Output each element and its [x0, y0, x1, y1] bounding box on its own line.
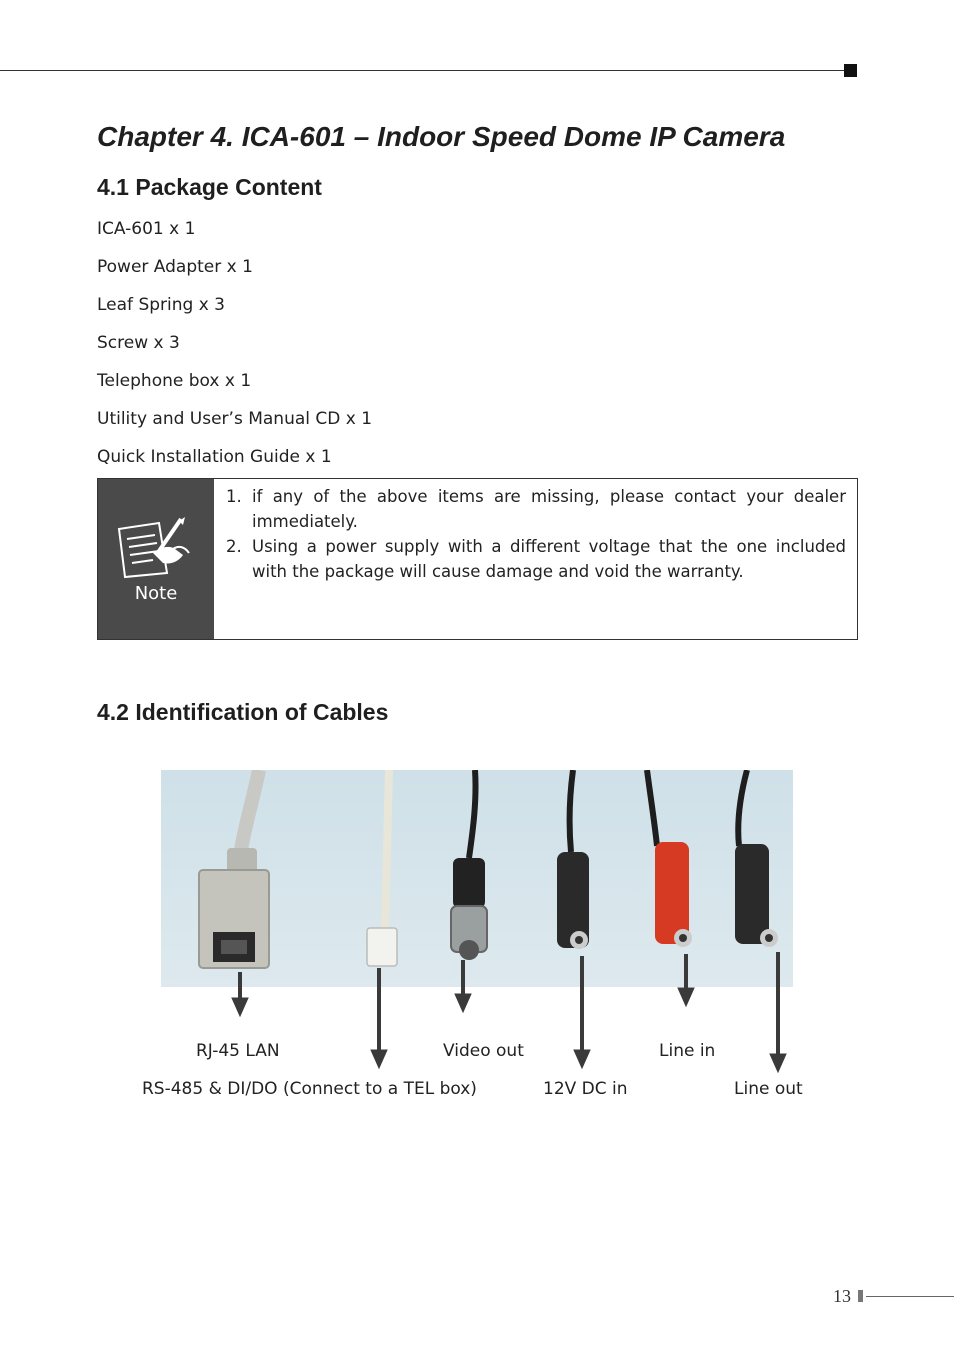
list-item: Leaf Spring x 3 [97, 295, 225, 315]
list-item: Telephone box x 1 [97, 371, 252, 391]
arrow-line-out-head [770, 1054, 786, 1072]
section-title-package-content: 4.1 Package Content [97, 174, 322, 200]
label-line-in: Line in [659, 1041, 716, 1061]
note-item-text: Using a power supply with a different voltage that the one included with the package will cause damage and void the warranty. [252, 537, 846, 581]
note-label: Note [134, 583, 178, 604]
arrow-video-out-head [455, 994, 471, 1012]
arrow-rs485-head [371, 1050, 387, 1068]
arrow-line-in-head [678, 988, 694, 1006]
list-item: ICA-601 x 1 [97, 219, 196, 239]
list-item: Utility and User’s Manual CD x 1 [97, 409, 373, 429]
list-item: Screw x 3 [97, 333, 180, 353]
footer-rule [866, 1296, 954, 1297]
chapter-title: Chapter 4. ICA-601 – Indoor Speed Dome IP Camera [97, 121, 786, 152]
arrow-dc-in-head [574, 1050, 590, 1068]
note-item-number: 1. [226, 487, 242, 506]
page-number: 13 [833, 1286, 851, 1306]
label-rs485: RS-485 & DI/DO (Connect to a TEL box) [142, 1079, 477, 1099]
note-item-text: if any of the above items are missing, please contact your dealer immediately. [252, 487, 846, 531]
label-video-out: Video out [443, 1041, 524, 1061]
arrow-rj45-head [232, 998, 248, 1016]
list-item: Quick Installation Guide x 1 [97, 447, 332, 467]
label-line-out: Line out [734, 1079, 803, 1099]
label-rj45-lan: RJ-45 LAN [196, 1041, 280, 1061]
list-item: Power Adapter x 1 [97, 257, 253, 277]
page-number-marker [858, 1290, 863, 1302]
note-item-number: 2. [226, 537, 242, 556]
label-12v-dc-in: 12V DC in [543, 1079, 628, 1099]
section-title-cables: 4.2 Identification of Cables [97, 699, 389, 725]
